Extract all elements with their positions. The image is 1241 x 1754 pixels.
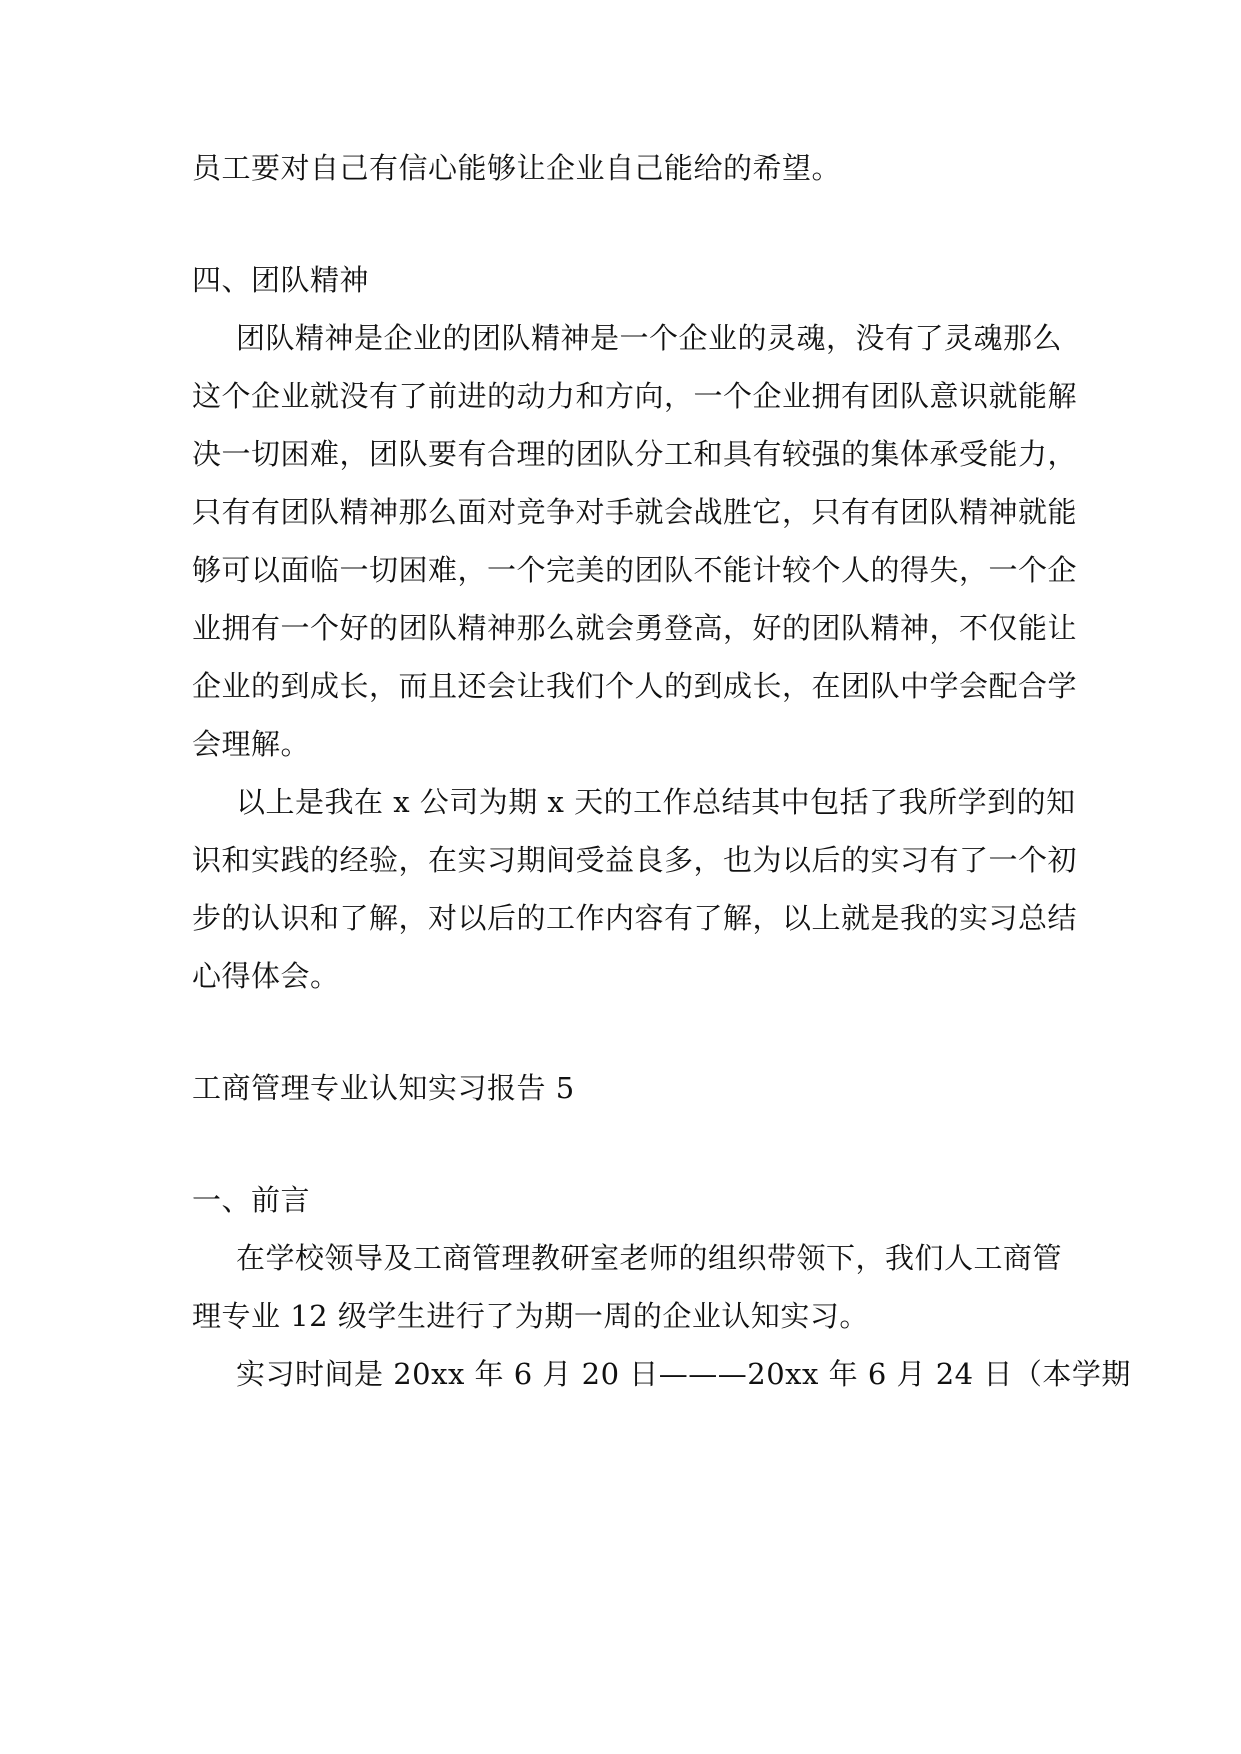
report-title: 工商管理专业认知实习报告 5	[192, 1071, 575, 1105]
paragraph-line: 团队精神是企业的团队精神是一个企业的灵魂，没有了灵魂那么	[236, 321, 1063, 355]
paragraph-line: 这个企业就没有了前进的动力和方向，一个企业拥有团队意识就能解	[192, 379, 1078, 413]
paragraph-line: 以上是我在 x 公司为期 x 天的工作总结其中包括了我所学到的知	[236, 785, 1076, 819]
paragraph-line: 理专业 12 级学生进行了为期一周的企业认知实习。	[192, 1299, 869, 1333]
paragraph-line: 步的认识和了解，对以后的工作内容有了解，以上就是我的实习总结	[192, 901, 1078, 935]
paragraph-line: 业拥有一个好的团队精神那么就会勇登高，好的团队精神，不仅能让	[192, 611, 1078, 645]
paragraph-line: 只有有团队精神那么面对竞争对手就会战胜它，只有有团队精神就能	[192, 495, 1078, 529]
section-heading-team-spirit: 四、团队精神	[192, 263, 370, 297]
paragraph-line: 决一切困难，团队要有合理的团队分工和具有较强的集体承受能力，	[192, 437, 1078, 471]
paragraph-line: 识和实践的经验，在实习期间受益良多，也为以后的实习有了一个初	[192, 843, 1078, 877]
paragraph-line: 在学校领导及工商管理教研室老师的组织带领下，我们人工商管	[236, 1241, 1063, 1275]
paragraph-line: 会理解。	[192, 727, 311, 761]
paragraph-line: 实习时间是 20xx 年 6 月 20 日———20xx 年 6 月 24 日（本学期	[236, 1357, 1131, 1391]
section-heading-preface: 一、前言	[192, 1183, 311, 1217]
paragraph-line: 够可以面临一切困难，一个完美的团队不能计较个人的得失，一个企	[192, 553, 1078, 587]
paragraph-line: 心得体会。	[192, 959, 340, 993]
paragraph-line: 企业的到成长，而且还会让我们个人的到成长，在团队中学会配合学	[192, 669, 1078, 703]
paragraph-line: 员工要对自己有信心能够让企业自己能给的希望。	[192, 151, 842, 185]
